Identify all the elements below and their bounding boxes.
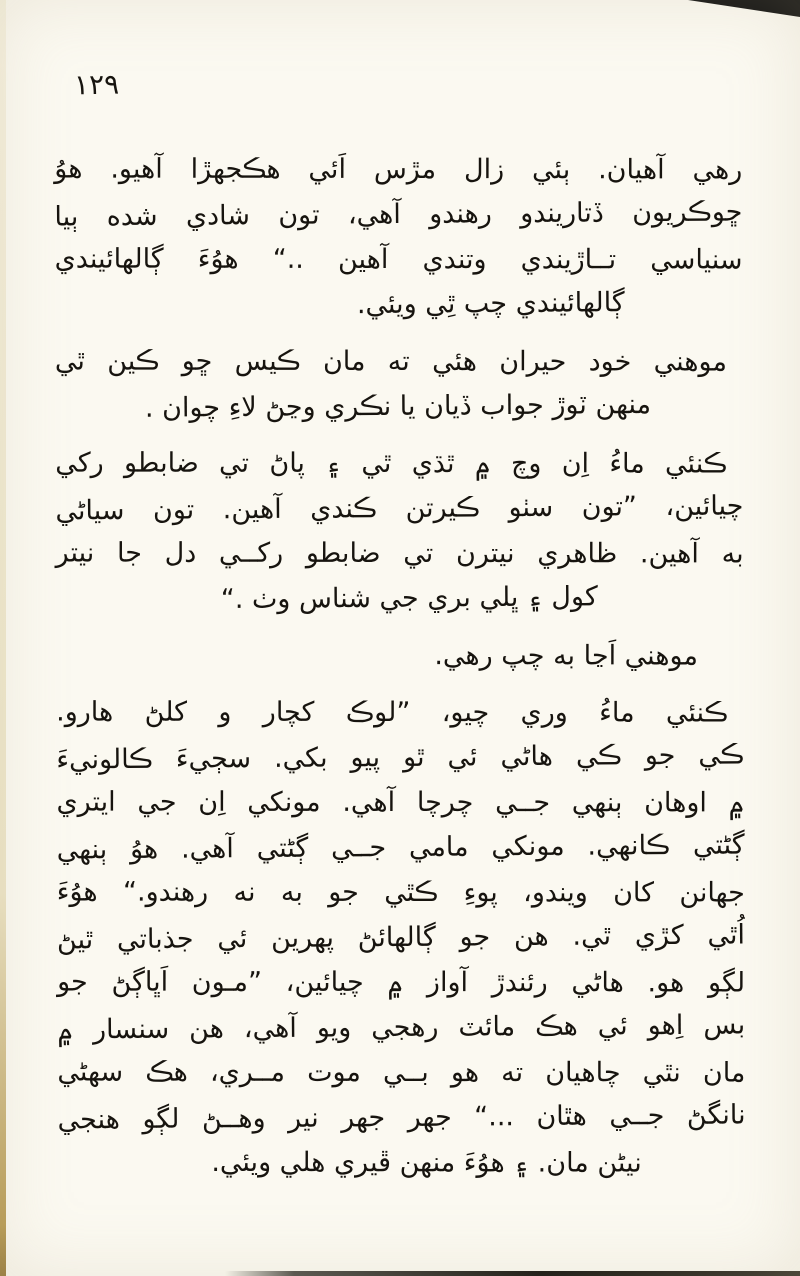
text-line: اُٿي کڙي ٿي. هن جو ڳالهائڻ پهرين ئي جذباتي ٿيڻ bbox=[56, 919, 746, 956]
scan-artifact-left-edge bbox=[0, 0, 6, 1276]
paragraph bbox=[55, 338, 743, 430]
paragraph bbox=[55, 440, 744, 622]
text-line: لڳو هو. هاڻي رئندڙ آواز ۾ چيائين، ”مـون اَڀاڳڻ جو bbox=[57, 966, 746, 999]
paragraph bbox=[54, 146, 743, 328]
text-line: ڳالهائيندي چپ ٿِي ويئي. bbox=[356, 287, 625, 321]
text-line: کول ۽ ڀلي بري جي شناس وٺ .“ bbox=[220, 581, 598, 616]
text-line: منهن ٽوڙ جواب ڏيان يا نڪري وڃڻ لاءِ چوان . bbox=[144, 388, 652, 424]
text-line: نانگڻ جــي هٿان ...“ جهر جهر نير وهــڻ لڳو هنجي bbox=[57, 1099, 746, 1136]
text-line: رهي آهيان. ٻئي زال مڙس اَئي هڪجهڙا آهيو. هوُ bbox=[54, 153, 743, 186]
text-line: چيائين، ”تون سٺو ڪيرتن ڪندي آهين. تون سياڻي bbox=[55, 490, 744, 527]
text-line: ڇوڪريون ڏتاريندو رهندو آهي، تون شادي شده ٻيا bbox=[54, 196, 743, 233]
scan-artifact-top-right-corner bbox=[688, 0, 800, 17]
text-line: موهني خود حيران هئي ته مان ڪيس ڇو ڪين ٿي bbox=[54, 345, 727, 378]
text-line: بس اِهو ئي هڪ مائٽ رهجي ويو آهي، هن سنسار ۾ bbox=[57, 1009, 746, 1046]
paragraph bbox=[56, 632, 744, 679]
text-line: ڪنئي ماءُ وري چيو، ”لوڪ کچار و کلڻ هارو. bbox=[56, 696, 729, 729]
text-line: ڪي جو ڪي هاڻي ئي ٿو پيو بکي. سڄيءَ ڪالونيءَ bbox=[56, 739, 745, 776]
text-line: سنياسي تــاڙيندي وتندي آهين ..“ هوُءَ ڳالهائيندي bbox=[54, 243, 743, 276]
page-number: ۱۲۹ bbox=[73, 67, 120, 102]
text-line: ۾ اوهان ٻنهي جــي چرچا آهي. مونکي اِن جي ايتري bbox=[56, 786, 745, 819]
text-line: ڪنئي ماءُ اِن وچ ۾ ٿڌي ٿي ۽ پاڻ تي ضابطو رکي bbox=[55, 447, 728, 480]
paragraph bbox=[56, 689, 746, 1186]
text-line: جهانن کان ويندو، پوءِ ڪٿي جو به نه رهندو.“ هوُءَ bbox=[56, 876, 745, 909]
scan-artifact-bottom-edge bbox=[225, 1271, 800, 1276]
text-line: نيڻن مان. ۽ هوُءَ منهن ڦيري هلي ويئي. bbox=[211, 1146, 642, 1179]
page-text-block bbox=[54, 146, 746, 1186]
text-line: به آهين. ظاهري نيترن تي ضابطو رکــي دل جا نيتر bbox=[55, 537, 744, 570]
text-line: موهني اَڃا به چپ رهي. bbox=[434, 640, 698, 672]
text-line: مان نٿي چاهيان ته هو بــي موت مــري، هڪ سهڻي bbox=[57, 1056, 746, 1089]
text-line: ڳڻتي ڪانهي. مونکي مامي جــي ڳڻتي آهي. هوُ ٻنهي bbox=[56, 829, 745, 866]
